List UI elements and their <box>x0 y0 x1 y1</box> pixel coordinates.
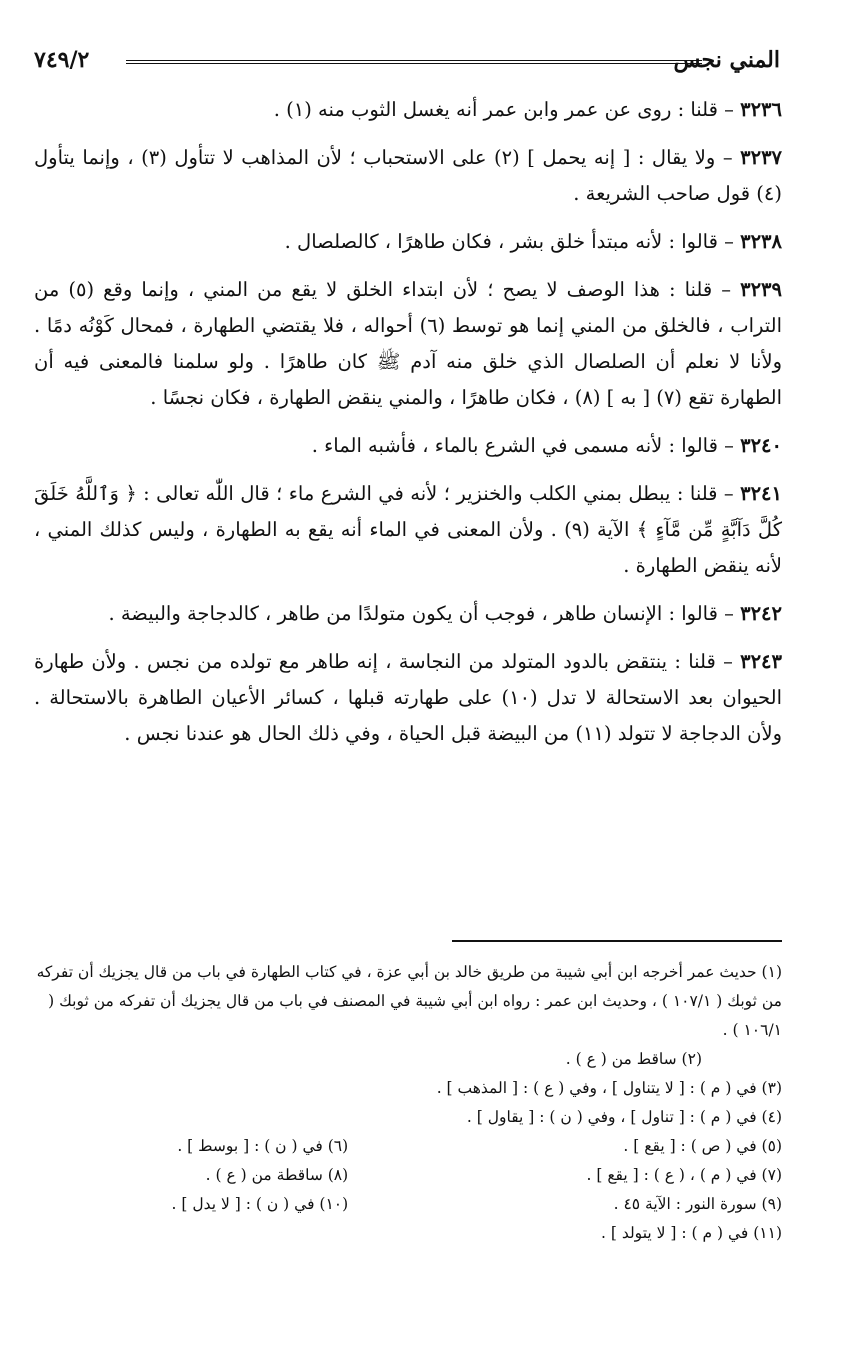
running-title: المني نجس <box>673 47 780 73</box>
paragraph-number: ٣٢٣٨ <box>740 230 782 253</box>
footnote-row <box>34 1161 782 1190</box>
footnote-9: (٩) سورة النور : الآية ٤٥ . <box>613 1195 782 1213</box>
paragraph-number: ٣٢٤٠ <box>740 434 782 457</box>
footnote-row <box>34 1190 782 1219</box>
paragraph <box>34 428 782 464</box>
footnote-7: (٧) في ( م ) ، ( ع ) : [ يقع ] . <box>586 1166 782 1184</box>
paragraph <box>34 476 782 584</box>
footnote-2: (٢) ساقط من ( ع ) . <box>565 1050 702 1068</box>
footnotes <box>34 958 782 1248</box>
footnote-10: (١٠) في ( ن ) : [ لا يدل ] . <box>171 1195 349 1213</box>
footnote-4: (٤) في ( م ) : [ تناول ] ، وفي ( ن ) : [ يقاول ] . <box>466 1108 782 1126</box>
paragraph <box>34 644 782 752</box>
paragraph-number: ٣٢٣٩ <box>740 278 782 301</box>
paragraph-text: – قالوا : لأنه مسمى في الشرع بالماء ، فأشبه الماء . <box>311 434 734 457</box>
running-header <box>34 40 780 80</box>
paragraph-text: – قلنا : يبطل بمني الكلب والخنزير ؛ لأنه في الشرع ماء ؛ قال اللّٰه تعالى : ﴿ وَٱللَّهُ خَلَقَ كُلَّ دَآبَّةٍ مِّن مَّآءٍ ﴾ الآية (٩) . ولأن المعنى في الماء أنه يقع به الطهارة ، وليس كذلك المني ، لأنه ينقض الطهارة . <box>34 482 782 577</box>
paragraph <box>34 92 782 128</box>
paragraph-text: – قلنا : ينتقض بالدود المتولد من النجاسة ، إنه طاهر مع تولده من نجس . ولأن طهارة الحيوان بعد الاستحالة لا تدل (١٠) على طهارته قبلها ، كسائر الأعيان الطاهرة بالاستحالة . ولأن الدجاجة لا تتولد (١١) من البيضة قبل الحياة ، وفي ذلك الحال هو عندنا نجس . <box>34 650 782 745</box>
footnote-11: (١١) في ( م ) : [ لا يتولد ] . <box>601 1224 782 1242</box>
paragraph <box>34 140 782 212</box>
main-text <box>34 92 782 764</box>
header-rule <box>126 60 702 66</box>
paragraph-text: – قالوا : لأنه مبتدأ خلق بشر ، فكان طاهرًا ، كالصلصال . <box>284 230 734 253</box>
paragraph-text: – قلنا : هذا الوصف لا يصح ؛ لأن ابتداء الخلق لا يقع من المني ، وإنما وقع (٥) من التراب ، فالخلق من المني إنما هو توسط (٦) أحواله ، فلا يقتضي الطهارة ، فمحال كَوْنُه دمًا . ولأنا لا نعلم أن الصلصال الذي خلق منه آدم ﷺ كان طاهرًا . ولو سلمنا فالمعنى فيه أن الطهارة تقع (٧) [ به ] (٨) ، فكان طاهرًا ، والمني ينقض الطهارة ، فكان نجسًا . <box>34 278 782 409</box>
paragraph-number: ٣٢٣٦ <box>740 98 782 121</box>
paragraph <box>34 272 782 416</box>
paragraph-text: – ولا يقال : [ إنه يحمل ] (٢) على الاستحباب ؛ لأن المذاهب لا تتأول (٣) ، وإنما يتأول (٤) قول صاحب الشريعة . <box>34 146 782 205</box>
footnote-1: (١) حديث عمر أخرجه ابن أبي شيبة من طريق خالد بن أبي عزة ، في كتاب الطهارة في باب من قال يجزيك أن تفركه من ثوبك ( ١٠٧/١ ) ، وحديث ابن عمر : رواه ابن أبي شيبة في المصنف في باب من قال يجزيك أن تفركه من ثوبك ( ١٠٦/١ ) . <box>36 963 782 1039</box>
paragraph-number: ٣٢٣٧ <box>740 146 783 169</box>
paragraph <box>34 224 782 260</box>
paragraph-text: – قلنا : روى عن عمر وابن عمر أنه يغسل الثوب منه (١) . <box>273 98 734 121</box>
footnote-6: (٦) في ( ن ) : [ بوسط ] . <box>177 1137 349 1155</box>
footnote-8: (٨) ساقطة من ( ع ) . <box>205 1166 349 1184</box>
page-number: ٧٤٩/٢ <box>34 47 90 73</box>
footnote-5: (٥) في ( ص ) : [ يقع ] . <box>623 1137 782 1155</box>
paragraph-number: ٣٢٤٣ <box>740 650 783 673</box>
footnote-separator <box>452 940 782 942</box>
paragraph-text: – قالوا : الإنسان طاهر ، فوجب أن يكون متولدًا من طاهر ، كالدجاجة والبيضة . <box>108 602 734 625</box>
footnote-3: (٣) في ( م ) : [ لا يتناول ] ، وفي ( ع ) : [ المذهب ] . <box>436 1079 782 1097</box>
paragraph-number: ٣٢٤٢ <box>740 602 782 625</box>
paragraph <box>34 596 782 632</box>
paragraph-number: ٣٢٤١ <box>740 482 782 505</box>
footnote-row <box>34 1132 782 1161</box>
